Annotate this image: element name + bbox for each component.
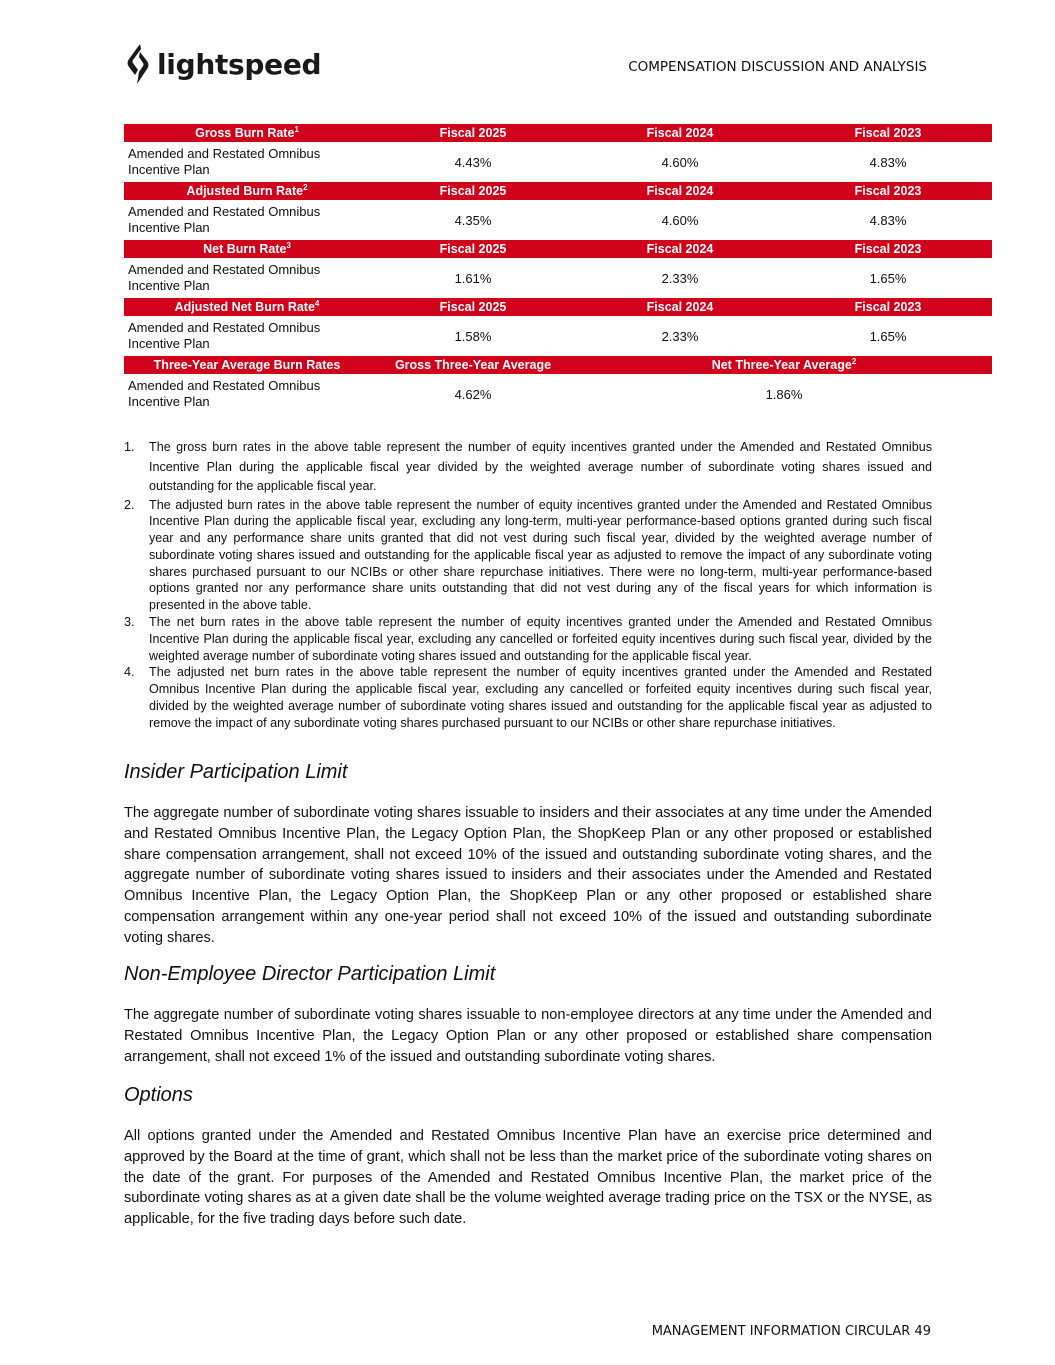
table-cell: 1.65%: [869, 328, 907, 344]
table-cell: 1.65%: [869, 270, 907, 286]
table-cell: 4.60%: [661, 212, 699, 228]
table-cell: 4.83%: [869, 212, 907, 228]
table-header-cell: Fiscal 2023: [784, 124, 992, 142]
table-row: [124, 374, 992, 414]
table-header-cell: Fiscal 2025: [370, 240, 576, 258]
table-row: [124, 316, 992, 356]
table-header-cell: Fiscal 2024: [576, 298, 784, 316]
table-header-cell: Adjusted Net Burn Rate$^4$: [124, 298, 370, 316]
table-header-cell: Fiscal 2024: [576, 240, 784, 258]
section-body-options: All options granted under the Amended and Restated Omnibus Incentive Plan have an exercise price determined and approved by the Board at the time of grant, which shall not be less than the market price of the subordinate voting shares on the date of the grant. For purposes of the Amended and Restated Omnibus Incentive Plan, the market price of the subordinate voting shares as at a given date shall be the volume weighted average trading price on the TSX or the NYSE, as applicable, for the five trading days before such date.: [124, 1128, 932, 1228]
brand-name: lightspeed: [157, 47, 322, 81]
table-cell: 4.62%: [454, 386, 492, 402]
burn-rate-table: [124, 124, 992, 414]
table-row: [124, 142, 992, 182]
table-header-cell: Three-Year Average Burn Rates: [124, 356, 370, 374]
flame-icon: [126, 42, 152, 86]
table-cell: 2.33%: [661, 270, 699, 286]
table-row: [124, 200, 992, 240]
table-header-row: [124, 356, 992, 374]
footnote: 4. The adjusted net burn rates in the above table represent the number of equity incentives granted under the Amended and Restated Omnibus Incentive Plan during the applicable fiscal year, excluding any cancelled or forfeited equity incentives during such fiscal year, divided by the weighted average number of subordinate voting shares issued and outstanding for the applicable fiscal year as adjusted to remove the impact of any subordinate voting shares purchased pursuant to our NCIBs or other share repurchase initiatives.: [124, 665, 932, 730]
table-header-row: [124, 240, 992, 258]
table-header-row: [124, 124, 992, 142]
table-header-cell: Fiscal 2023: [784, 240, 992, 258]
table-header-cell: Gross Three-Year Average: [370, 356, 576, 374]
section-body-non-employee-director: The aggregate number of subordinate voting shares issuable to non-employee directors at any time under the Amended and Restated Omnibus Incentive Plan, the Legacy Option Plan or any other proposed or established share compensation arrangement, shall not exceed 1% of the issued and outstanding subordinate voting shares.: [124, 1007, 932, 1065]
table-header-cell: Net Burn Rate$^3$: [124, 240, 370, 258]
footnotes-list: [124, 438, 932, 732]
table-cell: Amended and Restated Omnibus Incentive Plan: [128, 378, 321, 409]
table-cell: Amended and Restated Omnibus Incentive Plan: [128, 204, 321, 235]
table-header-cell: Fiscal 2024: [576, 182, 784, 200]
table-cell: 4.60%: [661, 154, 699, 170]
footnote: 3. The net burn rates in the above table represent the number of equity incentives granted under the Amended and Restated Omnibus Incentive Plan during the applicable fiscal year, excluding any cancelled or forfeited equity incentives during such fiscal year, divided by the weighted average number of subordinate voting shares issued and outstanding for the applicable fiscal year.: [124, 615, 932, 663]
table-header-cell: Fiscal 2025: [370, 182, 576, 200]
footnote: 2. The adjusted burn rates in the above table represent the number of equity incentives granted under the Amended and Restated Omnibus Incentive Plan during the applicable fiscal year, excluding any long-term, multi-year performance-based options granted during such fiscal year and any performance share units granted that did not vest during such fiscal year, divided by the weighted average number of subordinate voting shares issued and outstanding for the applicable fiscal year as adjusted to remove the impact of any subordinate voting shares purchased pursuant to our NCIBs or other share repurchase initiatives. There were no long-term, multi-year performance-based options granted nor any performance share units outstanding that did not vest during any of the fiscal years for which information is presented in the above table.: [124, 497, 932, 613]
table-header-cell: Fiscal 2025: [370, 298, 576, 316]
table-cell: 1.58%: [454, 328, 492, 344]
section-header: COMPENSATION DISCUSSION AND ANALYSIS: [628, 59, 927, 75]
table-header-cell: Adjusted Burn Rate$^2$: [124, 182, 370, 200]
section-heading-options: Options: [124, 1084, 193, 1106]
table-header-cell: Fiscal 2023: [784, 182, 992, 200]
table-row: [124, 258, 992, 298]
table-cell: Amended and Restated Omnibus Incentive Plan: [128, 320, 321, 351]
table-cell: 1.86%: [765, 386, 803, 402]
table-cell: 4.83%: [869, 154, 907, 170]
table-cell: Amended and Restated Omnibus Incentive Plan: [128, 146, 321, 177]
table-header-cell: Fiscal 2024: [576, 124, 784, 142]
table-header-row: [124, 182, 992, 200]
footnote: 1. The gross burn rates in the above table represent the number of equity incentives granted under the Amended and Restated Omnibus Incentive Plan during the applicable fiscal year divided by the weighted average number of subordinate voting shares issued and outstanding for the applicable fiscal year.: [124, 440, 932, 493]
table-cell: Amended and Restated Omnibus Incentive Plan: [128, 262, 321, 293]
table-header-cell: Gross Burn Rate$^1$: [124, 124, 370, 142]
table-header-row: [124, 298, 992, 316]
page-footer: MANAGEMENT INFORMATION CIRCULAR 49: [651, 1324, 931, 1339]
section-heading-insider: Insider Participation Limit: [124, 761, 348, 783]
table-cell: 2.33%: [661, 328, 699, 344]
table-header-cell: Net Three-Year Average$^2$: [576, 356, 992, 374]
table-cell: 1.61%: [454, 270, 492, 286]
lightspeed-logo: [126, 42, 321, 86]
table-header-cell: Fiscal 2025: [370, 124, 576, 142]
section-heading-non-employee-director: Non-Employee Director Participation Limit: [124, 963, 496, 985]
section-body-insider: The aggregate number of subordinate voting shares issuable to insiders and their associates at any time under the Amended and Restated Omnibus Incentive Plan, the Legacy Option Plan, the ShopKeep Plan or any other proposed or established share compensation arrangement, shall not exceed 10% of the issued and outstanding subordinate voting shares, and the aggregate number of subordinate voting shares issued to insiders and their associates under the Amended and Restated Omnibus Incentive Plan, the Legacy Option Plan, the ShopKeep Plan or any other proposed or established share compensation arrangement within any one-year period shall not exceed 10% of the issued and outstanding subordinate voting shares.: [124, 805, 932, 946]
table-cell: 4.35%: [454, 212, 492, 228]
table-cell: 4.43%: [454, 154, 492, 170]
table-header-cell: Fiscal 2023: [784, 298, 992, 316]
